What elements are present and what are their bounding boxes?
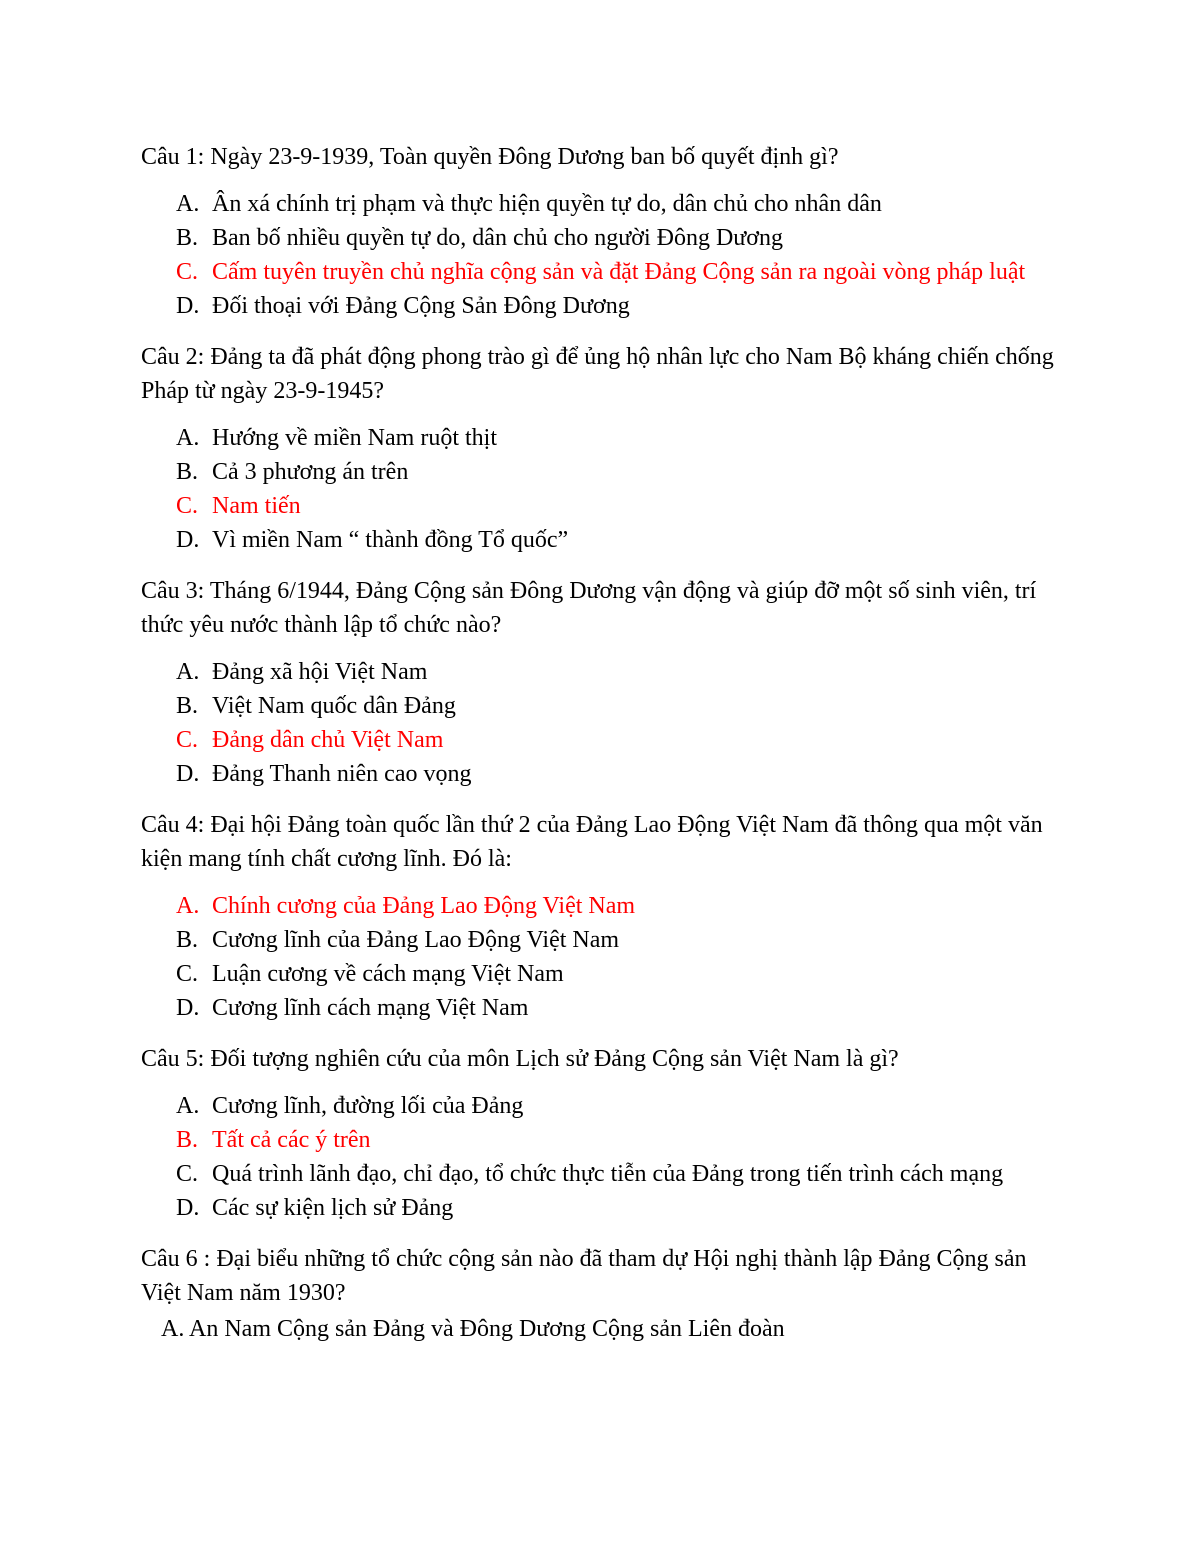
option-c-correct-answer	[141, 489, 1061, 523]
option-text: Cương lĩnh của Đảng Lao Động Việt Nam	[212, 927, 620, 953]
option-letter: D.	[176, 293, 200, 319]
option-b	[141, 923, 1061, 957]
option-b	[141, 221, 1061, 255]
option-a	[141, 655, 1061, 689]
option-text: Đảng Thanh niên cao vọng	[212, 761, 472, 787]
option-b-correct-answer	[141, 1123, 1061, 1157]
option-letter: A.	[176, 1093, 200, 1119]
option-text: Nam tiến	[212, 493, 301, 519]
option-letter: B.	[176, 1127, 199, 1153]
option-letter: D.	[176, 527, 200, 553]
question-text: Câu 4: Đại hội Đảng toàn quốc lần thứ 2 của Đảng Lao Động Việt Nam đã thông qua một văn kiện mang tính chất cương lĩnh. Đó là:	[141, 812, 1043, 872]
option-text: Cả 3 phương án trên	[212, 459, 409, 485]
question-text: Câu 2: Đảng ta đã phát động phong trào gì để ủng hộ nhân lực cho Nam Bộ kháng chiến chống Pháp từ ngày 23-9-1945?	[141, 344, 1054, 404]
option-a	[141, 1089, 1061, 1123]
option-text: Luận cương về cách mạng Việt Nam	[212, 961, 564, 987]
option-a: A. An Nam Cộng sản Đảng và Đông Dương Cộng sản Liên đoàn	[161, 1316, 785, 1342]
question-6	[141, 1242, 1061, 1346]
option-list	[141, 421, 1061, 557]
option-c	[141, 957, 1061, 991]
option-text: Việt Nam quốc dân Đảng	[212, 693, 456, 719]
option-d	[141, 1191, 1061, 1225]
question-1	[141, 140, 1061, 323]
option-d	[141, 757, 1061, 791]
option-letter: B.	[176, 459, 199, 485]
option-text: Cương lĩnh cách mạng Việt Nam	[212, 995, 529, 1021]
option-letter: A.	[176, 191, 200, 217]
option-text: Đối thoại với Đảng Cộng Sản Đông Dương	[212, 293, 630, 319]
question-text: Câu 5: Đối tượng nghiên cứu của môn Lịch sử Đảng Cộng sản Việt Nam là gì?	[141, 1046, 899, 1072]
option-text: Các sự kiện lịch sử Đảng	[212, 1195, 454, 1221]
document-page	[141, 140, 1061, 1346]
option-list	[141, 187, 1061, 323]
question-text: Câu 1: Ngày 23-9-1939, Toàn quyền Đông Dương ban bố quyết định gì?	[141, 144, 839, 170]
question-text: Câu 6 : Đại biểu những tổ chức cộng sản nào đã tham dự Hội nghị thành lập Đảng Cộng sản Việt Nam năm 1930?	[141, 1246, 1027, 1306]
option-letter: B.	[176, 225, 199, 251]
option-letter: C.	[176, 259, 199, 285]
option-text: Quá trình lãnh đạo, chỉ đạo, tổ chức thực tiễn của Đảng trong tiến trình cách mạng	[212, 1161, 1004, 1187]
option-list	[141, 1089, 1061, 1225]
option-b	[141, 689, 1061, 723]
option-letter: A.	[176, 425, 200, 451]
option-a-correct-answer	[141, 889, 1061, 923]
option-letter: B.	[176, 693, 199, 719]
option-text: Hướng về miền Nam ruột thịt	[212, 425, 497, 451]
option-letter: D.	[176, 1195, 200, 1221]
option-letter: C.	[176, 493, 199, 519]
option-d	[141, 523, 1061, 557]
option-text: Ân xá chính trị phạm và thực hiện quyền tự do, dân chủ cho nhân dân	[212, 191, 882, 217]
option-d	[141, 991, 1061, 1025]
question-5	[141, 1042, 1061, 1225]
option-text: Tất cả các ý trên	[212, 1127, 371, 1153]
option-text: Cương lĩnh, đường lối của Đảng	[212, 1093, 524, 1119]
option-text: Chính cương của Đảng Lao Động Việt Nam	[212, 893, 636, 919]
option-a	[141, 187, 1061, 221]
option-letter: A.	[176, 893, 200, 919]
option-letter: D.	[176, 995, 200, 1021]
option-text: Ban bố nhiều quyền tự do, dân chủ cho người Đông Dương	[212, 225, 783, 251]
option-letter: C.	[176, 1161, 199, 1187]
option-d	[141, 289, 1061, 323]
question-text: Câu 3: Tháng 6/1944, Đảng Cộng sản Đông Dương vận động và giúp đỡ một số sinh viên, trí thức yêu nước thành lập tổ chức nào?	[141, 578, 1037, 638]
option-list	[141, 655, 1061, 791]
option-c-correct-answer	[141, 255, 1061, 289]
option-c	[141, 1157, 1061, 1191]
option-text: Đảng xã hội Việt Nam	[212, 659, 428, 685]
option-letter: C.	[176, 961, 199, 987]
option-text: Cấm tuyên truyền chủ nghĩa cộng sản và đặt Đảng Cộng sản ra ngoài vòng pháp luật	[212, 259, 1026, 285]
option-a	[141, 421, 1061, 455]
option-letter: C.	[176, 727, 199, 753]
option-c-correct-answer	[141, 723, 1061, 757]
option-text: Đảng dân chủ Việt Nam	[212, 727, 444, 753]
question-3	[141, 574, 1061, 791]
question-4	[141, 808, 1061, 1025]
option-text: Vì miền Nam “ thành đồng Tổ quốc”	[212, 527, 569, 553]
option-b	[141, 455, 1061, 489]
question-2	[141, 340, 1061, 557]
option-letter: D.	[176, 761, 200, 787]
option-list	[141, 889, 1061, 1025]
option-letter: B.	[176, 927, 199, 953]
option-letter: A.	[176, 659, 200, 685]
